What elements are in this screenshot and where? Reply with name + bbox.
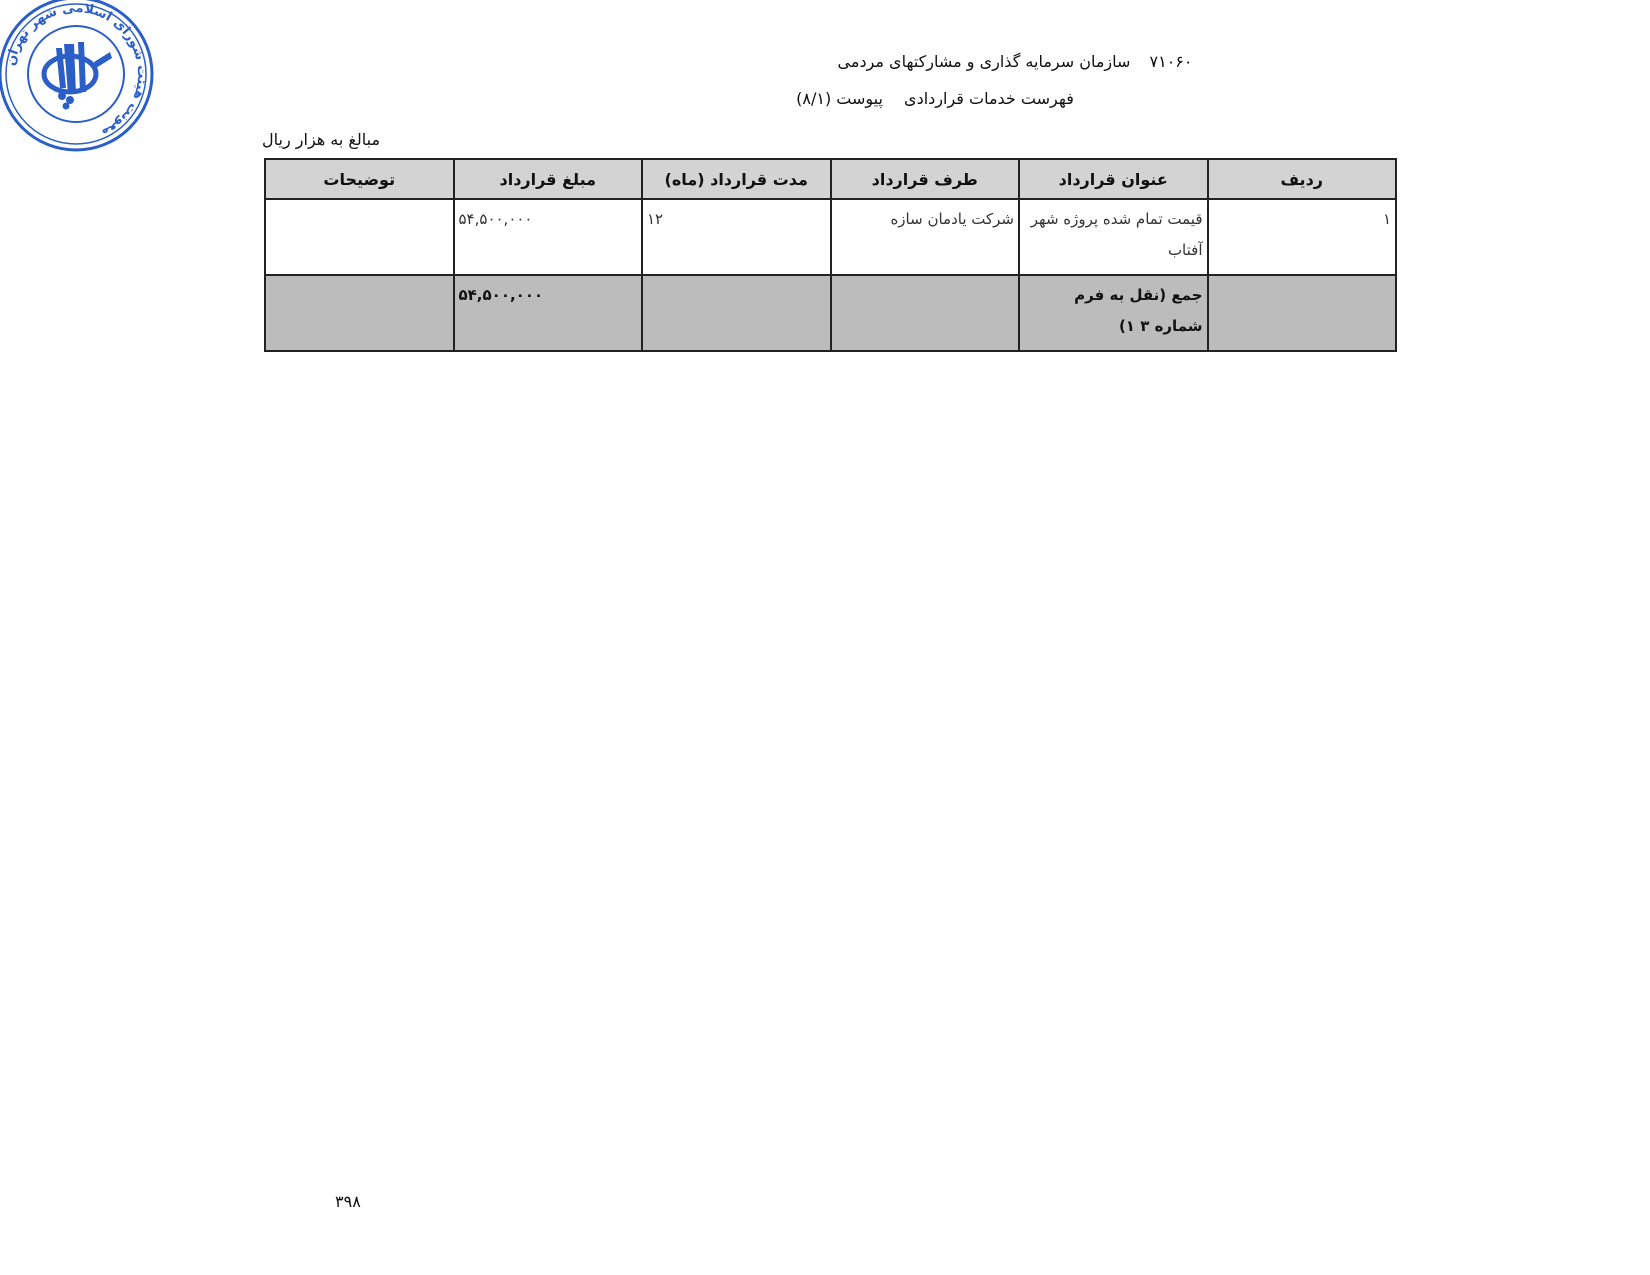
total-cell-duration — [642, 275, 831, 351]
cell-contract-title: قیمت تمام شده پروژه شهر آفتاب — [1019, 199, 1208, 275]
column-header-contract-title: عنوان قرارداد — [1019, 159, 1208, 199]
column-header-contract-duration: مدت قرارداد (ماه) — [642, 159, 831, 199]
column-header-notes: توضیحات — [265, 159, 454, 199]
organization-name: سازمان سرمایه گذاری و مشارکتهای مردمی — [837, 52, 1131, 71]
page-number: ۳۹۸ — [335, 1192, 361, 1211]
contracts-table — [264, 158, 1397, 352]
column-header-row-number: ردیف — [1208, 159, 1397, 199]
column-header-contract-amount: مبلغ قرارداد — [454, 159, 643, 199]
table-row — [265, 199, 1396, 275]
official-seal-stamp — [0, 0, 158, 156]
cell-row-number: ۱ — [1208, 199, 1397, 275]
cell-contract-amount: ۵۴,۵۰۰,۰۰۰ — [454, 199, 643, 275]
total-cell-notes — [265, 275, 454, 351]
list-title: فهرست خدمات قراردادی — [904, 89, 1074, 108]
column-header-contract-party: طرف قرارداد — [831, 159, 1020, 199]
budget-code: ۷۱۰۶۰ — [1149, 52, 1193, 71]
svg-text:معونت هیئت شورای اسلامی شهر ته: معونت هیئت شورای اسلامی شهر تهران — [3, 0, 150, 141]
cell-contract-party: شرکت یادمان سازه — [831, 199, 1020, 275]
currency-unit-note: مبالغ به هزار ریال — [262, 130, 381, 149]
header-subtitle — [420, 89, 1450, 108]
table-total-row — [265, 275, 1396, 351]
header-title — [500, 52, 1530, 71]
total-cell-row-number — [1208, 275, 1397, 351]
total-cell-party — [831, 275, 1020, 351]
cell-notes — [265, 199, 454, 275]
annex-label: پیوست (۸/۱) — [796, 89, 883, 108]
total-cell-amount: ۵۴,۵۰۰,۰۰۰ — [454, 275, 643, 351]
cell-contract-duration: ۱۲ — [642, 199, 831, 275]
table-header-row — [265, 159, 1396, 199]
total-cell-label: جمع (نقل به فرم شماره ۳ ۱) — [1019, 275, 1208, 351]
